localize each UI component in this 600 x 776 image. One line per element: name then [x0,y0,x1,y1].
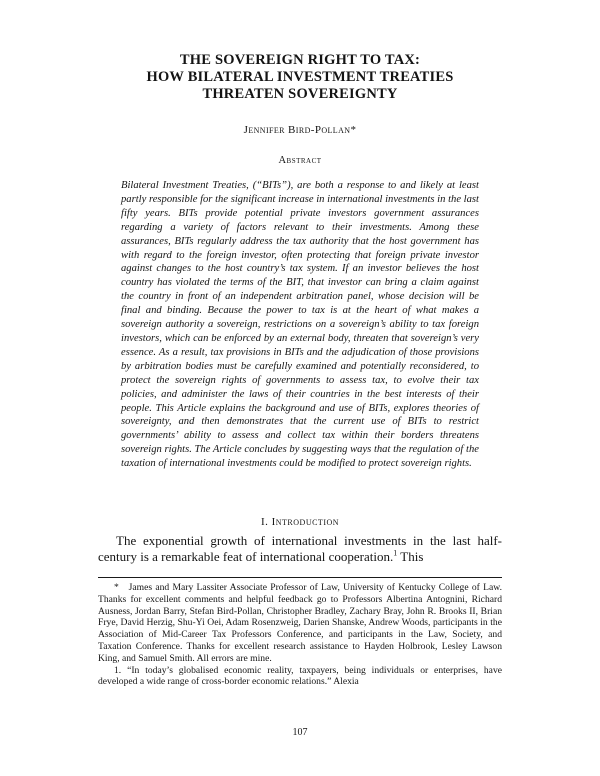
footnote [98,665,502,689]
page-number: 107 [292,727,308,738]
introduction-text: The exponential growth of international investments in the last half-century is a remarkable feat of international cooperation. [98,533,502,564]
footnote [98,582,502,665]
footnote-marker: * [114,582,119,593]
title-line: HOW BILATERAL INVESTMENT TREATIES [146,69,454,85]
abstract-heading: Abstract [278,155,322,166]
introduction-text-continued: This [397,549,424,564]
footnote-divider [98,577,502,578]
abstract-text: Bilateral Investment Treaties, (“BITs”), are both a response to and likely at least partly responsible for the significant increase in international investments in the last fifty years. BITs provide potential private investors government assurances regarding a variety of factors relevant to their investments. Among these assurances, BITs regularly address the tax authority that the host government has with regard to the foreign investor, often protecting that foreign private investor against changes to the host country’s tax system. If an investor believes the host country has violated the terms of the BIT, that investor can bring a claim against the country in front of an independent arbitration panel, whose decision will be final and binding. Because the power to tax is at the heart of what makes a sovereign authority a sovereign, restrictions on a sovereign’s ability to tax foreign investors, which can be enforced by an external body, threaten that sovereign’s very essence. As a result, tax provisions in BITs and the adjudication of those provisions by arbitration bodies must be carefully examined and potentially reconsidered, to protect the sovereign rights of governments to assess tax, to evolve their tax policies, and administer the laws of their countries in the best interests of their people. This Article explains the background and use of BITs, explores theories of sovereignty, and then demonstrates that the current use of BITs to restrict governments’ ability to assess and collect tax within their borders threatens sovereign rights. The Article concludes by suggesting ways that the regulation of the taxation of international investments could be modified to protect sovereign rights. [121,180,479,470]
footnotes [98,582,502,688]
footnote-marker: 1. [114,664,122,676]
title-line: THREATEN SOVEREIGNTY [202,86,398,102]
section-heading: I. Introduction [260,516,340,528]
footnote-text: James and Mary Lassiter Associate Professor of Law, University of Kentucky College of Law. Thanks for excellent comments and helpful feedback go to Professors Albertina Antognini, Richard Ausness, Jordan Barry, Stefan Bird-Pollan, Christopher Bradley, Zachary Bray, John R. Brooks II, Brian Frye, David Herzig, Shu-Yi Oei, Adam Rosenzweig, Darien Shanske, Andrew Woods, participants in the Association of Mid-Career Tax Professors Conference, and participants in the Law, Society, and Taxation Conference. Thanks for excellent research assistance to Hayden Holbrook, Lesley Lawson King, and Samuel Smith. All errors are mine. [98,582,502,664]
footnote-reference[interactable]: 1 [393,548,398,558]
footnote-text: “In today’s globalised economic reality, taxpayers, being individuals or enterprises, have developed a wide range of cross-border economic relations.” Alexia [98,664,502,688]
author-name: Jennifer Bird-Pollan* [243,124,357,136]
title-line: THE SOVEREIGN RIGHT TO TAX: [179,52,421,68]
article-title [80,52,520,103]
introduction-paragraph [98,533,502,565]
